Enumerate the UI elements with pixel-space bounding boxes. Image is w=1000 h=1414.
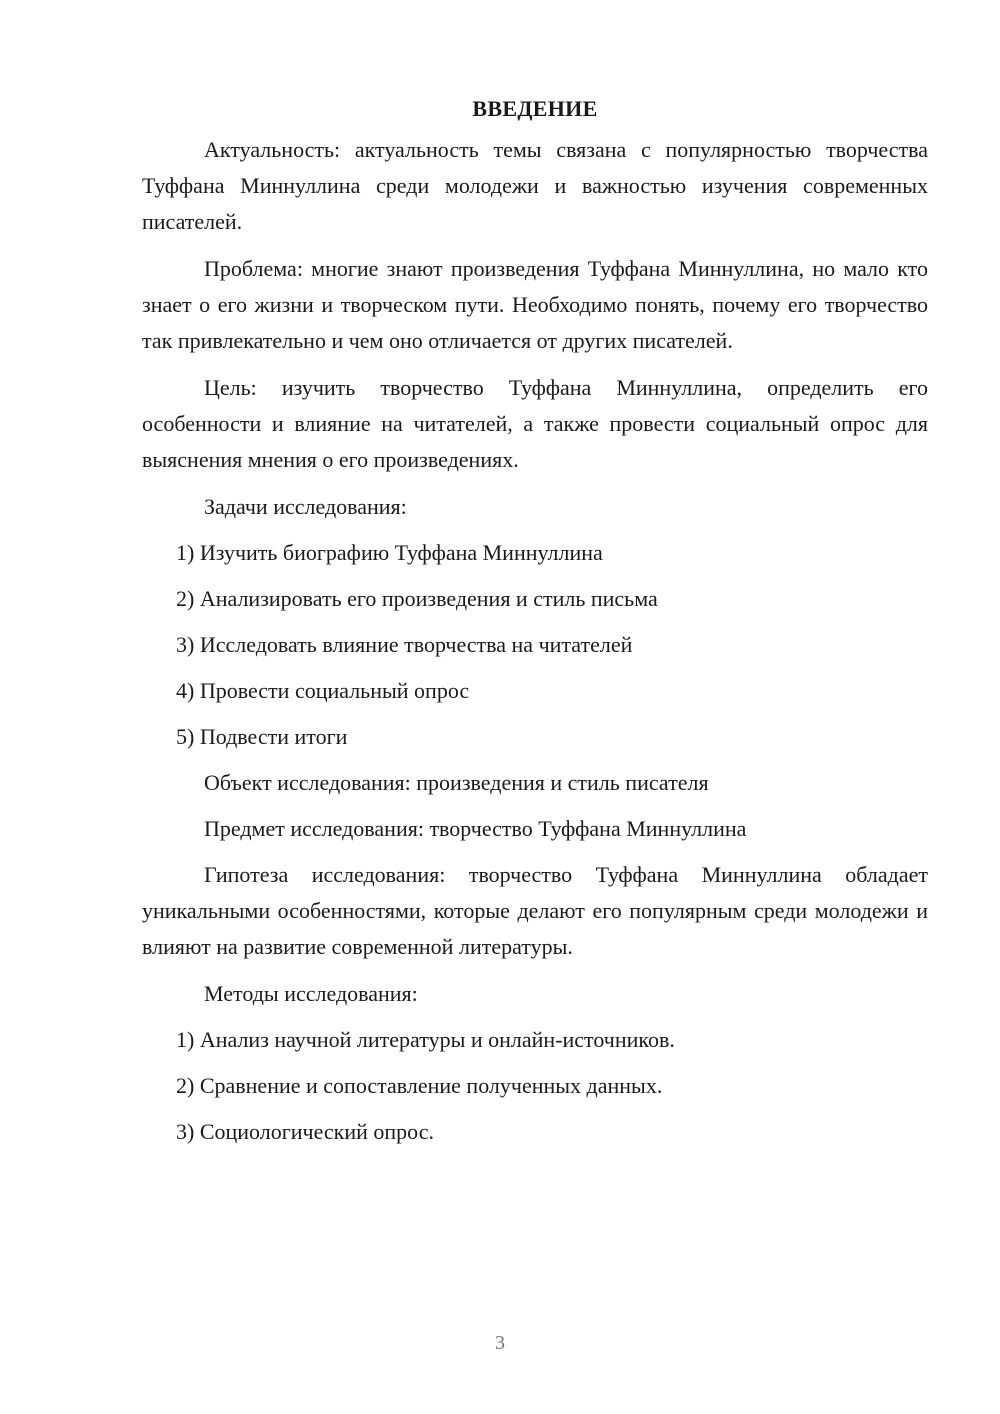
task-item: 5) Подвести итоги [176,724,348,749]
method-item: 2) Сравнение и сопоставление полученных данных. [176,1073,663,1098]
document-heading: ВВЕДЕНИЕ [472,96,598,121]
problem-paragraph: Проблема: многие знают произведения Туффана Миннуллина, но мало кто знает о его жизни и творческом пути. Необходимо понять, почему его творчество так привлекательно и чем оно отличается от других писателей. [142,256,928,353]
research-subject: Предмет исследования: творчество Туффана Миннуллина [204,816,747,841]
hypothesis-paragraph: Гипотеза исследования: творчество Туффана Миннуллина обладает уникальными особенностями, которые делают его популярным среди молодежи и влияют на развитие современной литературы. [142,862,928,959]
method-item: 1) Анализ научной литературы и онлайн-источников. [176,1027,675,1052]
research-object: Объект исследования: произведения и стиль писателя [204,770,709,795]
methods-title: Методы исследования: [204,981,418,1006]
task-item: 3) Исследовать влияние творчества на читателей [176,632,633,657]
task-item: 4) Провести социальный опрос [176,678,470,703]
relevance-paragraph: Актуальность: актуальность темы связана с популярностью творчества Туффана Миннуллина среди молодежи и важностью изучения современных писателей. [142,137,928,234]
tasks-title: Задачи исследования: [204,494,407,519]
method-item: 3) Социологический опрос. [176,1119,434,1144]
task-item: 1) Изучить биографию Туффана Миннуллина [176,540,603,565]
task-item: 2) Анализировать его произведения и стиль письма [176,586,658,611]
goal-paragraph: Цель: изучить творчество Туффана Миннуллина, определить его особенности и влияние на читателей, а также провести социальный опрос для выяснения мнения о его произведениях. [142,375,928,472]
document-page [142,92,928,1160]
page-number: 3 [495,1332,505,1354]
